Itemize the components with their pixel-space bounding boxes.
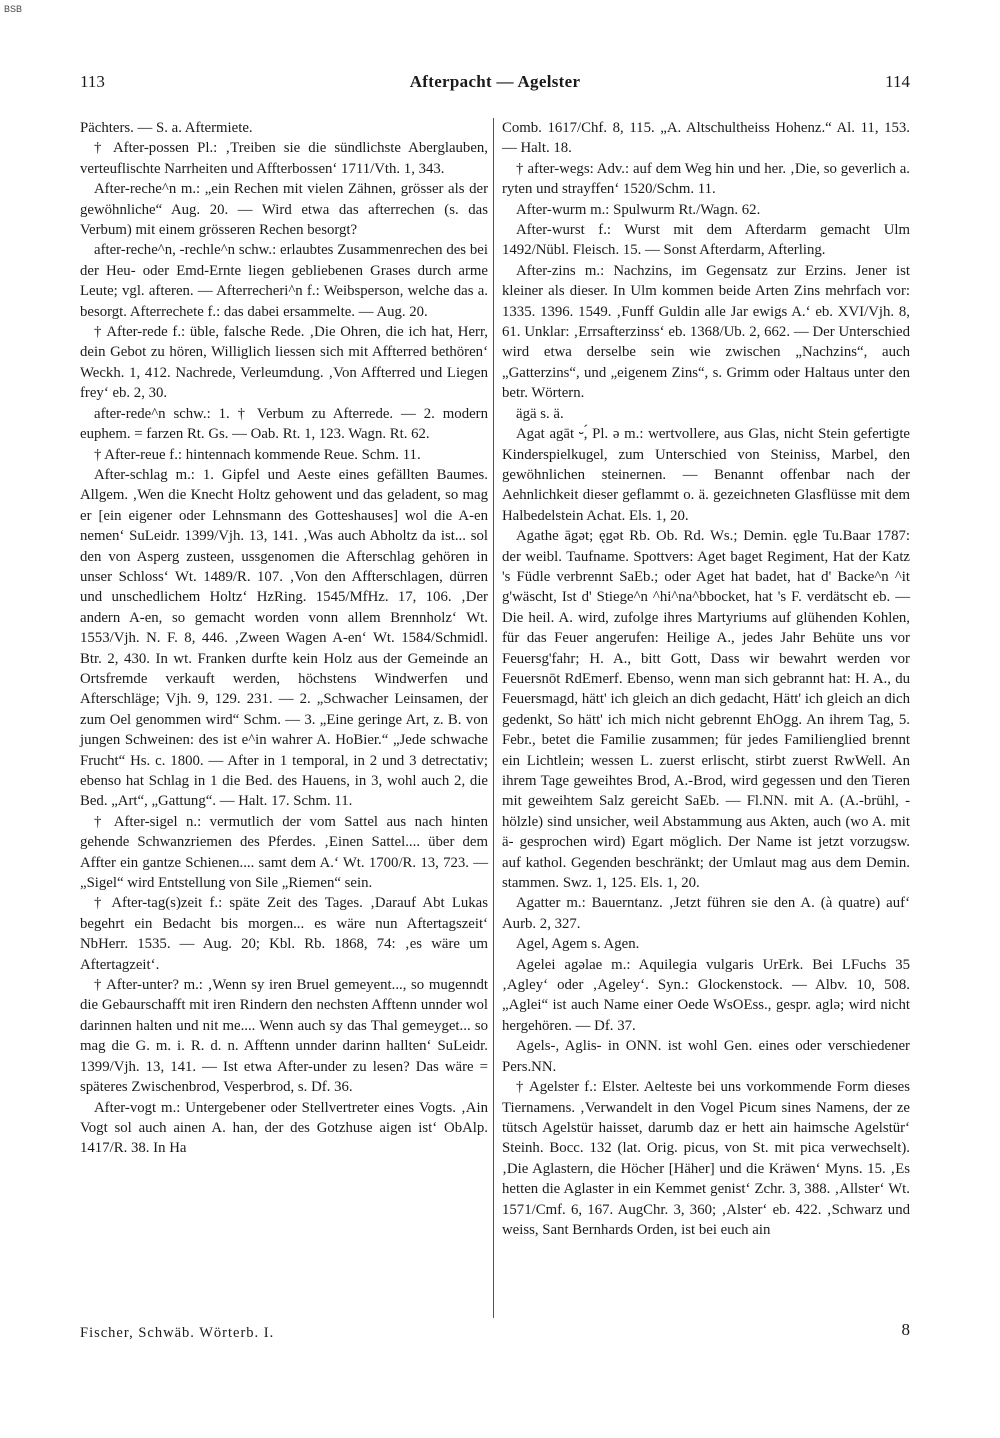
page-title: Afterpacht — Agelster [409,72,581,91]
dictionary-entry: † Agelster f.: Elster. Aelteste bei uns vorkommende Form dieses Tiernamens. ‚Verwandelt in den Vogel Picum sines Namens, der ze tütsch Agelstür haisset, darumb daz er hett ain haimsche Agelstür‘ Steinh. Bocc. 132 (lat. Orig. picus, von St. mit pica verwechselt). ‚Die Aglastern, die Höcher [Häher] und die Kräwen‘ Myns. 15. ‚Es hetten die Aglaster in ein Kemmet genist‘ Zchr. 3, 388. ‚Allster‘ Wt. 1571/Cmf. 6, 167. AugChr. 3, 360; ‚Alster‘ eb. 422. ‚Schwarz und weiss, Sant Bernhards Orden, ist bei euch ain [502,1079,910,1238]
dictionary-entry: † After-rede f.: üble, falsche Rede. ‚Die Ohren, die ich hat, Herr, dein Gebot zu hören, Williglich liessen sich mit Affterred bethören‘ Weckh. 1, 412. Nachrede, Verleumdung. ‚Von Affterred und Liegen frey‘ eb. 2, 30. [80,324,488,402]
dictionary-entry: † after-wegs: Adv.: auf dem Weg hin und her. ‚Die, so geverlich a. ryten und strayffen‘ 1520/Schm. 11. [502,160,910,198]
dictionary-entry: after-rede^n schw.: 1. † Verbum zu Afterrede. — 2. modern euphem. = farzen Rt. Gs. — Oab. Rt. 1, 123. Wagn. Rt. 62. [80,405,488,443]
dictionary-entry: After-reche^n m.: „ein Rechen mit vielen Zähnen, grösser als der gewöhnliche“ Aug. 20. — Wird etwa das afterrechen (s. das Verbum) mit einem grösseren Rechen besorgt? [80,181,488,239]
dictionary-entry: Agatter m.: Bauerntanz. ‚Jetzt führen sie den A. (à quatre) auf‘ Aurb. 2, 327. [502,895,910,932]
page-number-right: 114 [885,72,910,91]
dictionary-entry: After-vogt m.: Untergebener oder Stellvertreter eines Vogts. ‚Ain Vogt sol auch ainen A. han, der des Gotzhuse aigen ist‘ ObAlp. 1417/R. 38. In Ha [80,1099,488,1157]
dictionary-entry: Pächters. — S. a. Aftermiete. [80,120,253,136]
footer-author: Fischer, Schwäb. Wörterb. I. [80,1325,275,1341]
sheet-signature: 8 [901,1320,910,1339]
dictionary-entry: † After-unter? m.: ‚Wenn sy iren Bruel gemeyent..., so mugenndt die Gebaurschafft mit iren Rindern den nechsten Afftenn unnder wol darinnen halten und nit me.... Wenn auch sy das Thal gemeyget... so mag die G. m. i. R. d. n. Afftenn unnder darinn hallten‘ SuLeidr. 1399/Vjh. 13, 141. — Ist etwa After-under zu lesen? Das wäre = späteres Zwischenbrod, Vesperbrod, s. Df. 36. [80,977,488,1096]
running-header [80,72,910,96]
dictionary-entry: Agelei agəlae m.: Aquilegia vulgaris UrErk. Bei LFuchs 35 ‚Agley‘ oder ‚Ageley‘. Syn.: Glockenstock. — Albv. 10, 508. „Aglei“ ist auch Name einer Oede WsOEss., gespr. aglə; wird nicht hergehören. — Df. 37. [502,956,910,1034]
dictionary-entry: Agel, Agem s. Agen. [516,936,640,953]
dictionary-entry: after-reche^n, -rechle^n schw.: erlaubtes Zusammenrechen des bei der Heu- oder Emd-Ernte liegen gebliebenen Grases durch arme Leute; vgl. afteren. — Afterrecheri^n f.: Weibsperson, welche das a. besorgt. Afterrechete f.: das dabei ersammelte. — Aug. 20. [80,242,488,320]
dictionary-entry: † After-tag(s)zeit f.: späte Zeit des Tages. ‚Darauf Abt Lukas begehrt ein Bedacht bis morgen... es wäre nun Aftertagszeit‘ NbHerr. 1535. — Aug. 20; Kbl. Rb. 1868, 74: ‚es wäre um Aftertagzeit‘. [80,895,488,973]
right-column [502,118,910,1240]
dictionary-entry: † After-sigel n.: vermutlich der vom Sattel aus nach hinten gehende Schwanzriemen des Pferdes. ‚Einen Sattel.... über dem Affter ein gantze Schienen.... samt dem A.‘ Wt. 1700/R. 13, 723. — „Sigel“ wird Entstellung von Sile „Riemen“ sein. [80,813,488,892]
dictionary-entry: Agat agāt ⏑,́ Pl. ə m.: wertvollere, aus Glas, nicht Stein gefertigte Kinderspielkugel, zum Unterschied von Steiniss, Marbel, den gewöhnlichen steinernen. — Benannt offenbar nach der Aehnlichkeit dieser geflammt o. ä. gezeichneten Glasflüsse mit dem Halbedelstein Achat. Els. 1, 20. [502,426,910,524]
dictionary-entry: After-schlag m.: 1. Gipfel und Aeste eines gefällten Baumes. Allgem. ‚Wen die Knecht Holtz gehowent und das geladent, so mag er [ein eigener oder Lehnsmann des Gotteshauses] wol die A-en nemen‘ SuLeidr. 1399/Vjh. 13, 141. ‚Was auch Abholtz da ist... sol den von Asperg zusteen, ussgenomen die Afterschlag gehören in unser Schloss‘ Wt. 1489/R. 107. ‚Von den Affterschlagen, dürren und unschedlichem Holtz‘ HzRing. 1545/MfHz. 17, 106. ‚Der andern A-en, so gemacht worden vonn allem Brennholz‘ Wt. 1553/Vjh. N. F. 8, 446. ‚Zween Wagen A-en‘ Wt. 1584/Schmidl. Btr. 2, 430. In wt. Franken durfte kein Holz aus der Gemeinde an Ortsfremde verkauft werden, höchstens Windwerfen und Afterschläge; Vjh. 9, 129. 231. — 2. „Schwacher Leinsamen, der zum Oel genommen wird“ Schm. — 3. „Eine geringe Art, z. B. von jungen Schweinen: des ist e^in wahrer A. HoBier.“ „Jede schwache Frucht“ Hs. c. 1800. — After in 1 temporal, in 2 und 3 detrectativ; ebenso hat Schlag in 1 die Bed. des Hauens, in 3, wohl auch 2, die Bed. „Art“, „Gattung“. — Halt. 17. Schm. 11. [80,466,488,810]
dictionary-entry: Comb. 1617/Chf. 8, 115. „A. Altschultheiss Hohenz.“ Al. 11, 153. — Halt. 18. [502,120,910,157]
dictionary-entry: † After-reue f.: hintennach kommende Reue. Schm. 11. [94,446,421,463]
dictionary-entry: After-wurst f.: Wurst mit dem Afterdarm gemacht Ulm 1492/Nübl. Fleisch. 15. — Sonst Afterdarm, Afterling. [502,222,910,259]
dictionary-entry: Agels-, Aglis- in ONN. ist wohl Gen. eines oder verschiedener Pers.NN. [502,1038,910,1075]
dictionary-entry: After-zins m.: Nachzins, im Gegensatz zur Erzins. Jener ist kleiner als dieser. In Ulm kommen beide Arten Zins mehrfach vor: 1335. 1396. 1549. ‚Funff Guldin alle Jar ewigs A.‘ eb. XVI/Vjh. 8, 61. Unklar: ‚Errsafterzinss‘ eb. 1368/Ub. 2, 662. — Der Unterschied wird etwa derselbe sein wie zwischen „Nachzins“, auch „Gatterzins“, und „eigenem Zins“, s. Grimm oder Haltaus unter den betr. Wörtern. [502,262,910,402]
page-number-left: 113 [80,72,105,91]
left-column [80,118,488,1159]
library-stamp: BSB [4,4,23,14]
dictionary-entry: Agathe āgət; ęgət Rb. Ob. Rd. Ws.; Demin. ęgle Tu.Baar 1787: der weibl. Taufname. Spottvers: Aget baget Regiment, Hat der Katz 's Füdle verbrennt SaEb.; oder Aget hat badet, hat d' Backe^n ^it g'wäscht, Ist d' Stiege^n ^hi^na^bbocket, hat 's F. verdätscht eb. — Die heil. A. wird, zufolge ihres Martyriums auf glühenden Kohlen, für das Feuer angerufen: Heilige A., jedes Jahr Behüte uns vor Feuersg'fahr; H. A., bitt Gott, Dass wir bewahrt werden vor Feuersnōt RdEmerf. Ebenso, wenn man sich gebrannt hat: H. A., du Feuersmagd, hätt' ich gleich an dich gedacht, Hätt' ich gleich an dich gedenkt, So hätt' ich mich nicht gebrennt EhOgg. An ihrem Tag, 5. Febr., betet die Familie zusammen; für jedes Familienglied brennt ein Lichtlein; wessen L. zuerst erlischt, stirbt zuerst RwWell. An ihrem Tage geweihtes Brod, A.-Brod, wird gegessen und den Tieren mit geweihtem Salz gereicht SaEb. — Fl.NN. mit A. (A.-brühl, -hölzle) sind unsicher, weil Abstammung aus Akten, auch (wo A. mit ä- gesprochen wird) Egart möglich. Der Name ist jetzt vorzugsw. auf kathol. Gegenden beschränkt; der Umlaut mag aus dem Demin. stammen. Swz. 1, 125. Els. 1, 20. [502,528,910,892]
dictionary-entry: † After-possen Pl.: ‚Treiben sie die sündlichste Aberglauben, verteuflischte Narrheiten und Affterbossen‘ 1711/Vth. 1, 343. [80,140,488,177]
dictionary-entry: ägä s. ä. [516,405,564,422]
column-divider [493,118,494,1318]
dictionary-entry: After-wurm m.: Spulwurm Rt./Wagn. 62. [516,201,761,218]
